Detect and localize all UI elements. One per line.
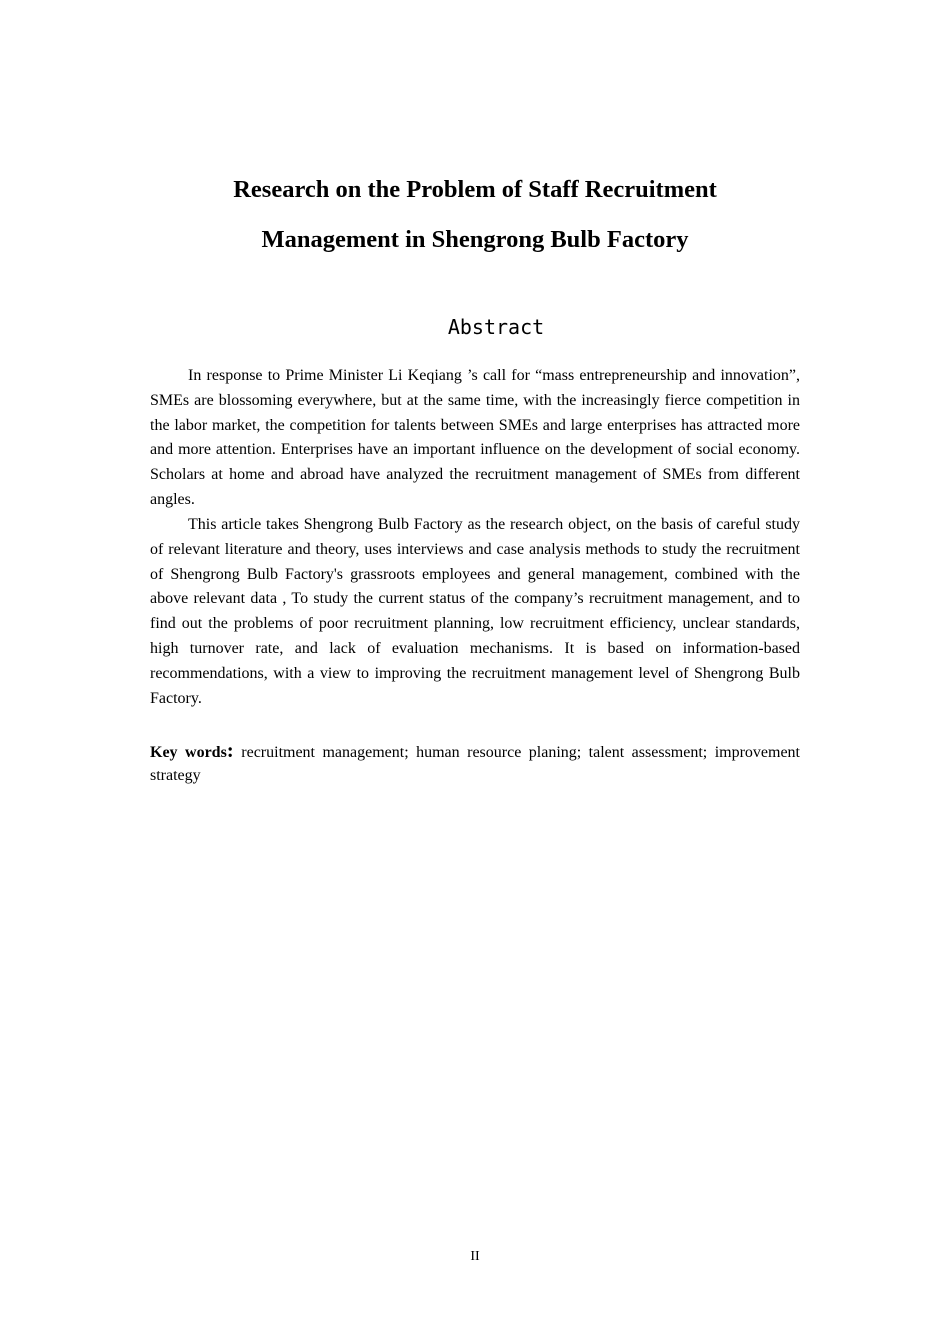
paper-title-line-1: Research on the Problem of Staff Recruitment (233, 176, 717, 203)
keywords-label: Key words (150, 744, 227, 761)
abstract-paragraph-1: In response to Prime Minister Li Keqiang ’s call for “mass entrepreneurship and innovation”, SMEs are blossoming everywhere, but at the same time, with the increasingly fierce competition in the labor market, the competition for talents between SMEs and large enterprises has attracted more and more attention. Enterprises have an important influence on the development of social economy. Scholars at home and abroad have analyzed the recruitment management of SMEs from different angles. (150, 367, 800, 508)
keywords-colon: : (226, 738, 234, 762)
paper-title-line-2: Management in Shengrong Bulb Factory (261, 226, 689, 253)
keywords-text: recruitment management; human resource planing; talent assessment; improvement strategy (150, 744, 801, 784)
keywords (150, 739, 800, 787)
abstract-heading: Abstract (447, 315, 545, 339)
abstract-paragraph-2: This article takes Shengrong Bulb Factory as the research object, on the basis of careful study of relevant literature and theory, uses interviews and case analysis methods to study the recruitment of Shengrong Bulb Factory's grassroots employees and general management, combined with the above relevant data , To study the current status of the company’s recruitment management, and to find out the problems of poor recruitment planning, low recruitment efficiency, unclear standards, high turnover rate, and lack of evaluation mechanisms. It is based on information-based recommendations, with a view to improving the recruitment management level of Shengrong Bulb Factory. (150, 516, 800, 707)
page-number: II (470, 1249, 480, 1264)
